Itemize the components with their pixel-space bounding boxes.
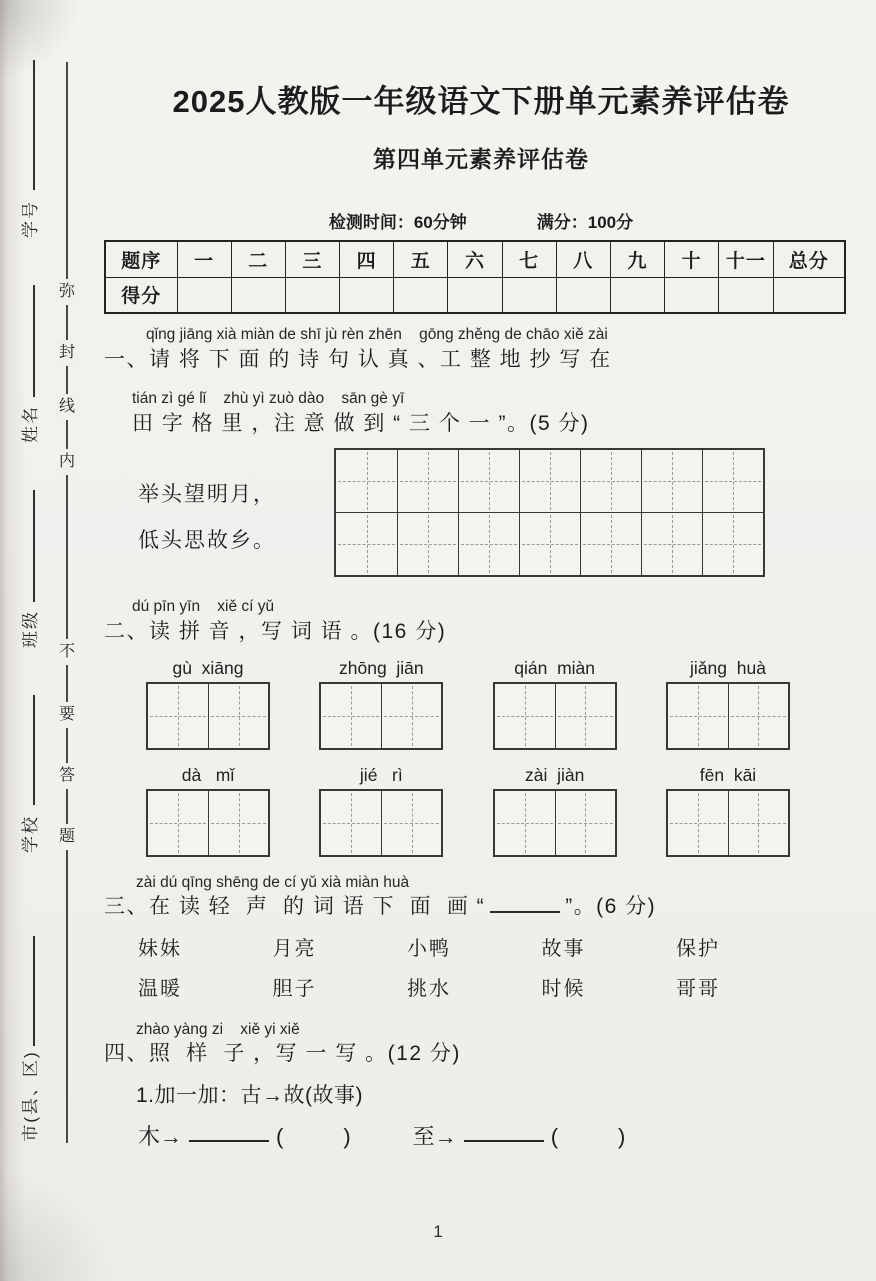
seal-char: 答 <box>56 763 78 789</box>
tianzige-cell <box>702 513 763 575</box>
q2-word-pinyin: fēn kāi <box>699 765 757 785</box>
answer-box <box>666 682 790 750</box>
q1-writing-block <box>100 448 862 577</box>
q2-word-pinyin: qián miàn <box>514 658 596 678</box>
score-table-header-cell: 三 <box>285 241 339 277</box>
field-label-text: 学校 <box>21 815 40 853</box>
score-cell-empty <box>394 277 448 313</box>
q2-word-pinyin: zài jiàn <box>524 765 585 785</box>
score-cell-empty <box>177 277 231 313</box>
tianzige-cell <box>148 791 208 855</box>
q3-word: 月亮 <box>272 938 317 960</box>
seal-char: 题 <box>56 824 78 850</box>
paren-close: ) <box>343 1124 351 1149</box>
tianzige-cell <box>702 450 763 512</box>
poem-line-1: 举头望明月， <box>138 483 276 506</box>
tianzige-cell <box>728 791 788 855</box>
field-label-city <box>16 1050 107 1142</box>
score-table-header-cell: 六 <box>448 241 502 277</box>
seal-char: 线 <box>56 394 78 420</box>
tianzige-cell <box>458 513 519 575</box>
q4-item-1 <box>138 1123 351 1151</box>
q1-text-line2: 田 字 格 里 ，注 意 做 到 “ 三 个 一 ”。(5 分) <box>132 412 590 435</box>
tianzige-cell <box>458 450 519 512</box>
paren-open: ( <box>276 1124 284 1149</box>
answer-box <box>666 789 790 857</box>
seal-margin <box>0 0 98 1281</box>
q2-word-pinyin: zhōng jiān <box>339 658 424 678</box>
tianzige-cell <box>397 513 458 575</box>
seal-char: 内 <box>56 449 78 475</box>
field-label-school <box>16 815 54 859</box>
blank-line-city <box>33 936 35 1046</box>
q2-word-pinyin: jié rì <box>359 765 403 785</box>
q2-word-group <box>493 657 617 750</box>
answer-box <box>319 682 443 750</box>
tianzige-cell <box>641 450 702 512</box>
q2-word-group <box>493 764 617 857</box>
answer-box <box>146 682 270 750</box>
page-number: 1 <box>433 1222 443 1241</box>
q4-items-row <box>138 1123 862 1151</box>
field-label-text: 学号 <box>21 200 40 238</box>
score-table-header-row <box>105 241 845 277</box>
q3-pinyin: zài dú qīng shēng de cí yǔ xià miàn huà <box>136 874 410 891</box>
seal-char: 要 <box>56 702 78 728</box>
q2-word-group <box>146 657 270 750</box>
tianzige-cell <box>495 684 555 748</box>
tianzige-cell <box>208 791 268 855</box>
answer-box <box>319 789 443 857</box>
tianzige-cell <box>148 684 208 748</box>
seal-char: 不 <box>56 639 78 665</box>
q4-item-stem: 至→ <box>412 1124 457 1149</box>
q3-words-row-2 <box>138 976 720 1002</box>
exam-time-label: 检测时间：60分钟 <box>328 213 467 232</box>
q3-word: 保护 <box>676 938 720 960</box>
field-label-text: 班级 <box>21 610 40 648</box>
score-cell-empty <box>556 277 610 313</box>
q2-word-pinyin: dà mǐ <box>181 765 235 785</box>
q2-word-pinyin: gù xiāng <box>172 658 244 678</box>
score-table-header-cell: 五 <box>394 241 448 277</box>
q3-word: 小鸭 <box>407 938 451 960</box>
tianzige-cell <box>668 684 728 748</box>
tianzige-writing-grid <box>334 448 765 577</box>
paren-open: ( <box>550 1124 559 1149</box>
answer-box <box>493 682 617 750</box>
blank-line-name <box>33 285 35 397</box>
tianzige-cell <box>555 791 615 855</box>
q2-word-group <box>319 764 443 857</box>
tianzige-cell <box>555 684 615 748</box>
field-label-text: 市(县、区) <box>21 1050 40 1142</box>
blank-line-class <box>33 490 35 602</box>
tianzige-cell <box>397 450 458 512</box>
tianzige-row <box>336 512 763 575</box>
tianzige-cell <box>381 791 441 855</box>
q3-word: 时候 <box>541 978 586 1000</box>
q3-underline-sample <box>490 909 560 913</box>
q2-pinyin: dú pīn yīn xiě cí yǔ <box>132 598 275 615</box>
paren-close: ) <box>618 1124 626 1149</box>
q4-item-2 <box>413 1123 626 1151</box>
tianzige-cell <box>336 450 397 512</box>
exam-info <box>100 212 862 234</box>
score-cell-empty <box>610 277 664 313</box>
tianzige-cell <box>381 684 441 748</box>
score-table-header-cell: 二 <box>231 241 285 277</box>
q2-word-row-2 <box>146 764 790 857</box>
answer-box <box>493 789 617 857</box>
q1-pinyin-line1: qǐng jiāng xià miàn de shī jù rèn zhēn gōng zhěng de chāo xiě zài <box>146 326 608 343</box>
score-cell-empty <box>665 277 719 313</box>
q2-text: 二、读 拼 音 ，写 词 语 。(16 分) <box>104 620 447 643</box>
score-table <box>104 240 846 314</box>
score-table-header-cell: 十一 <box>719 241 773 277</box>
tianzige-cell <box>728 684 788 748</box>
poem-line-2: 低头思故乡。 <box>138 529 276 552</box>
tianzige-row <box>336 450 763 512</box>
tianzige-cell <box>495 791 555 855</box>
q3-words-row-1 <box>138 936 720 962</box>
tianzige-cell <box>321 791 381 855</box>
score-table-score-row <box>105 277 845 313</box>
q3-text-before: 三、在 读 轻 声 的 词 语 下 面 画 “ <box>104 895 486 918</box>
score-cell-empty <box>448 277 502 313</box>
tianzige-cell <box>641 513 702 575</box>
score-cell-empty <box>231 277 285 313</box>
field-label-student-id <box>16 200 54 244</box>
field-label-class <box>16 610 54 654</box>
q3-word: 故事 <box>541 938 586 960</box>
q3-word: 哥哥 <box>676 978 720 1000</box>
q2-word-group <box>666 764 790 857</box>
seal-char: 弥 <box>56 279 78 305</box>
tianzige-cell <box>668 791 728 855</box>
q4-pinyin: zhào yàng zi xiě yi xiě <box>136 1021 300 1038</box>
score-cell-empty <box>502 277 556 313</box>
q4-text: 四、照 样 子 ，写 一 写 。(12 分) <box>104 1042 461 1065</box>
q1-pinyin-line2: tián zì gé lǐ zhù yì zuò dào sān gè yī <box>132 390 405 407</box>
score-table-header-cell: 八 <box>556 241 610 277</box>
score-table-header-cell: 题序 <box>105 241 177 277</box>
full-score-label: 满分：100分 <box>536 213 634 232</box>
tianzige-cell <box>580 513 641 575</box>
score-cell-empty <box>285 277 339 313</box>
blank-line-student-id <box>33 60 35 190</box>
tianzige-cell <box>580 450 641 512</box>
q3-text <box>104 894 862 920</box>
q2-word-group <box>146 764 270 857</box>
q3-word: 挑水 <box>407 978 451 1000</box>
exam-content <box>100 0 862 1151</box>
score-table-header-cell: 四 <box>340 241 394 277</box>
q2-word-group <box>666 657 790 750</box>
tianzige-cell <box>208 684 268 748</box>
score-table-header-cell: 一 <box>177 241 231 277</box>
score-cell-empty <box>719 277 773 313</box>
score-table-header-cell: 七 <box>502 241 556 277</box>
exam-subtitle: 第四单元素养评估卷 <box>373 146 589 172</box>
seal-line <box>66 62 68 1143</box>
answer-blank <box>189 1138 269 1142</box>
score-row-label: 得分 <box>105 277 177 313</box>
q3-word: 妹妹 <box>138 938 182 960</box>
score-table-header-cell: 十 <box>665 241 719 277</box>
seal-char: 封 <box>56 340 78 366</box>
tianzige-cell <box>519 513 580 575</box>
score-cell-empty <box>340 277 394 313</box>
score-cell-empty <box>773 277 845 313</box>
tianzige-cell <box>519 450 580 512</box>
q3-word: 温暖 <box>138 978 182 1000</box>
q2-word-row-1 <box>146 657 790 750</box>
page-title: 2025人教版一年级语文下册单元素养评估卷 <box>172 84 790 119</box>
blank-line-school <box>33 695 35 805</box>
q4-example: 1.加一加：古→故(故事) <box>136 1084 363 1107</box>
answer-blank <box>464 1138 544 1142</box>
answer-box <box>146 789 270 857</box>
q2-word-group <box>319 657 443 750</box>
q4-item-stem: 木→ <box>138 1124 183 1149</box>
q3-text-after: ”。(6 分) <box>565 895 657 918</box>
q3-word: 胆子 <box>272 978 317 1000</box>
poem <box>138 448 334 577</box>
field-label-name <box>16 405 54 449</box>
q1-text-line1: 一、请 将 下 面 的 诗 句 认 真 、工 整 地 抄 写 在 <box>104 348 612 371</box>
score-table-header-cell: 总分 <box>773 241 845 277</box>
tianzige-cell <box>336 513 397 575</box>
tianzige-cell <box>321 684 381 748</box>
q2-word-pinyin: jiǎng huà <box>690 658 766 678</box>
field-label-text: 姓名 <box>21 405 40 443</box>
score-table-header-cell: 九 <box>610 241 664 277</box>
